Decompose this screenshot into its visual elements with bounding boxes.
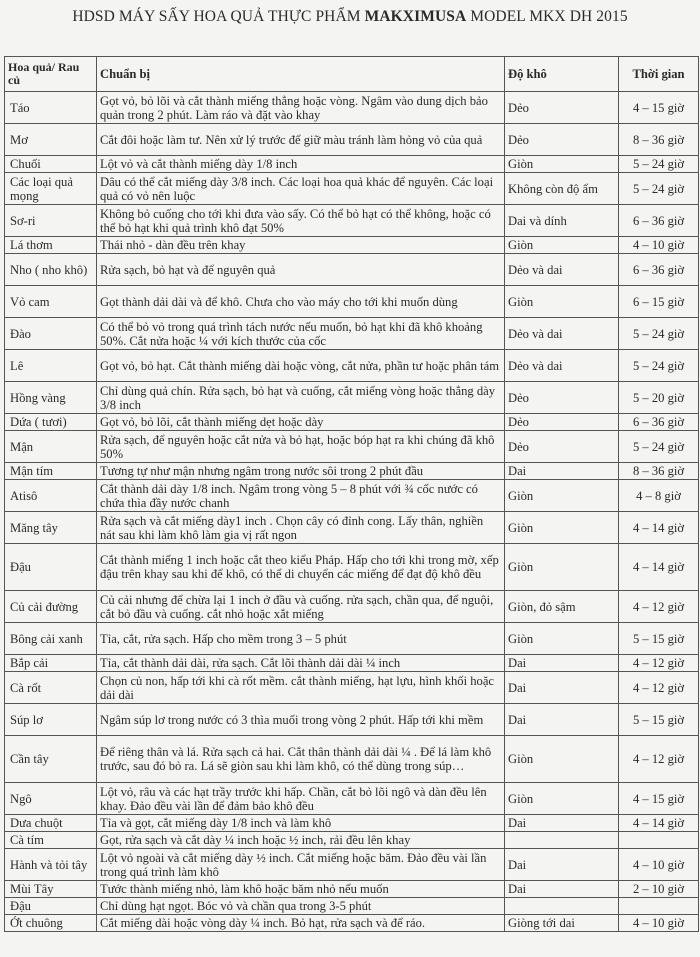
- cell-prep: Gọt thành dải dài và để khô. Chưa cho vào máy cho tới khi muốn dùng: [97, 286, 505, 318]
- cell-time: 6 – 36 giờ: [619, 414, 699, 431]
- cell-prep: Chỉ dùng quả chín. Rửa sạch, bỏ hạt và cuống, cắt miếng vòng hoặc thẳng dày 3/8 inch: [97, 382, 505, 414]
- cell-name: Lá thơm: [5, 237, 97, 254]
- cell-name: Măng tây: [5, 512, 97, 544]
- cell-name: Cà tím: [5, 832, 97, 849]
- table-row: [5, 318, 699, 350]
- cell-prep: Thái nhỏ - dàn đều trên khay: [97, 237, 505, 254]
- title-suffix: MODEL MKX DH 2015: [466, 8, 628, 25]
- cell-name: Táo: [5, 92, 97, 124]
- table-row: [5, 672, 699, 704]
- cell-name: Các loại quả mọng: [5, 173, 97, 205]
- cell-time: 5 – 24 giờ: [619, 431, 699, 463]
- cell-prep: Lột vỏ ngoài và cắt miếng dày ½ inch. Cắt miếng hoặc băm. Đảo đều vài lần trong quá trình làm khô: [97, 849, 505, 881]
- cell-name: Súp lơ: [5, 704, 97, 736]
- cell-name: Đào: [5, 318, 97, 350]
- table-row: [5, 286, 699, 318]
- title-brand: MAKXIMUSA: [364, 8, 467, 25]
- cell-name: Đậu: [5, 898, 97, 915]
- cell-dryness: Không còn độ ẩm: [505, 173, 619, 205]
- cell-prep: Cắt miếng dài hoặc vòng dày ¼ inch. Bỏ hạt, rửa sạch và để ráo.: [97, 915, 505, 932]
- cell-time: 6 – 36 giờ: [619, 205, 699, 237]
- cell-dryness: Dai: [505, 672, 619, 704]
- cell-name: Đậu: [5, 544, 97, 591]
- cell-dryness: Dai và dính: [505, 205, 619, 237]
- cell-prep: Cắt thành miếng 1 inch hoặc cắt theo kiểu Pháp. Hấp cho tới khi trong mờ, xếp đậu trên khay sau khi để khô, có thể di chuyển các miếng để đạt độ khô đều: [97, 544, 505, 591]
- cell-dryness: Giòn: [505, 736, 619, 783]
- table-row: [5, 849, 699, 881]
- cell-name: Mận tím: [5, 463, 97, 480]
- cell-name: Sơ-ri: [5, 205, 97, 237]
- cell-time: 5 – 24 giờ: [619, 156, 699, 173]
- cell-dryness: Dẻo: [505, 124, 619, 156]
- table-row: [5, 915, 699, 932]
- cell-dryness: Dẻo: [505, 382, 619, 414]
- cell-dryness: Giòn: [505, 783, 619, 815]
- cell-prep: Tước thành miếng nhỏ, làm khô hoặc băm nhỏ nếu muốn: [97, 881, 505, 898]
- cell-name: Cần tây: [5, 736, 97, 783]
- cell-name: Vỏ cam: [5, 286, 97, 318]
- table-row: [5, 544, 699, 591]
- cell-time: [619, 898, 699, 915]
- header-name: Hoa quả/ Rau củ: [5, 57, 97, 92]
- cell-time: [619, 832, 699, 849]
- cell-name: Mùi Tây: [5, 881, 97, 898]
- cell-dryness: Dai: [505, 815, 619, 832]
- cell-prep: Rửa sạch, để nguyên hoặc cắt nửa và bỏ hạt, hoặc bóp hạt ra khi chúng đã khô 50%: [97, 431, 505, 463]
- cell-dryness: Dai: [505, 881, 619, 898]
- header-dryness: Độ khô: [505, 57, 619, 92]
- header-row: [5, 57, 699, 92]
- cell-time: 5 – 15 giờ: [619, 623, 699, 655]
- cell-prep: Ngâm súp lơ trong nước có 3 thìa muối trong vòng 2 phút. Hấp tới khi mềm: [97, 704, 505, 736]
- cell-name: Lê: [5, 350, 97, 382]
- cell-prep: Có thể bỏ vỏ trong quá trình tách nước nếu muốn, bỏ hạt khi đã khô khoảng 50%. Cắt nửa hoặc ¼ với kích thước của cốc: [97, 318, 505, 350]
- cell-time: 4 – 10 giờ: [619, 237, 699, 254]
- cell-prep: Để riêng thân và lá. Rửa sạch cả hai. Cắt thân thành dải dài ¼ . Để lá làm khô trước, sau đó bỏ ra. Lá sẽ giòn sau khi làm khô, có thể dùng trong súp…: [97, 736, 505, 783]
- cell-name: Ngô: [5, 783, 97, 815]
- table-row: [5, 898, 699, 915]
- table-row: [5, 512, 699, 544]
- cell-time: 6 – 36 giờ: [619, 254, 699, 286]
- page-title: [0, 8, 700, 26]
- table-row: [5, 623, 699, 655]
- table-row: [5, 350, 699, 382]
- cell-dryness: Dai: [505, 655, 619, 672]
- cell-time: 4 – 10 giờ: [619, 849, 699, 881]
- table-row: [5, 463, 699, 480]
- header-prep: Chuẩn bị: [97, 57, 505, 92]
- cell-prep: Cắt thành dải dày 1/8 inch. Ngâm trong vòng 5 – 8 phút với ¾ cốc nước có chứa thìa đầy nước chanh: [97, 480, 505, 512]
- cell-time: 4 – 14 giờ: [619, 512, 699, 544]
- cell-prep: Tỉa, cắt, rửa sạch. Hấp cho mềm trong 3 – 5 phút: [97, 623, 505, 655]
- cell-prep: Gọt, rửa sạch và cắt dày ¼ inch hoặc ½ inch, rải đều lên khay: [97, 832, 505, 849]
- table-row: [5, 92, 699, 124]
- cell-dryness: Dẻo: [505, 414, 619, 431]
- cell-time: 6 – 15 giờ: [619, 286, 699, 318]
- cell-time: 8 – 36 giờ: [619, 124, 699, 156]
- cell-time: 5 – 24 giờ: [619, 173, 699, 205]
- table-row: [5, 173, 699, 205]
- cell-dryness: Dai: [505, 463, 619, 480]
- cell-time: 5 – 15 giờ: [619, 704, 699, 736]
- cell-dryness: Giòng tới dai: [505, 915, 619, 932]
- table-row: [5, 783, 699, 815]
- cell-prep: Không bỏ cuống cho tới khi đưa vào sấy. Có thể bỏ hạt có thể không, hoặc có thể bỏ hạt khi quả trình khô đạt 50%: [97, 205, 505, 237]
- cell-dryness: Giòn, đỏ sậm: [505, 591, 619, 623]
- cell-name: Atisô: [5, 480, 97, 512]
- cell-dryness: Dẻo: [505, 92, 619, 124]
- cell-time: 4 – 12 giờ: [619, 736, 699, 783]
- cell-name: Ớt chuông: [5, 915, 97, 932]
- cell-name: Củ cải đường: [5, 591, 97, 623]
- cell-time: 4 – 14 giờ: [619, 544, 699, 591]
- table-row: [5, 382, 699, 414]
- cell-dryness: Dẻo và dai: [505, 318, 619, 350]
- cell-prep: Chỉ dùng hạt ngọt. Bóc vỏ và chần qua trong 3-5 phút: [97, 898, 505, 915]
- cell-prep: Lột vỏ, râu và các hạt trầy trước khi hấp. Chần, cắt bỏ lõi ngô và dàn đều lên khay. Đảo đều vài lần để đảm bảo khô đều: [97, 783, 505, 815]
- cell-name: Dứa ( tươi): [5, 414, 97, 431]
- table-row: [5, 881, 699, 898]
- cell-prep: Rửa sạch và cắt miếng dày1 inch . Chọn cây có đỉnh cong. Lấy thân, nghiền nát sau khi làm khô làm gia vị rất ngon: [97, 512, 505, 544]
- cell-dryness: [505, 898, 619, 915]
- cell-time: 4 – 15 giờ: [619, 92, 699, 124]
- cell-dryness: Dai: [505, 704, 619, 736]
- title-prefix: HDSD MÁY SẤY HOA QUẢ THỰC PHẨM: [72, 8, 365, 25]
- cell-time: 4 – 10 giờ: [619, 915, 699, 932]
- cell-time: 4 – 8 giờ: [619, 480, 699, 512]
- cell-name: Dưa chuột: [5, 815, 97, 832]
- cell-prep: Rửa sạch, bỏ hạt và để nguyên quả: [97, 254, 505, 286]
- cell-prep: Chọn củ non, hấp tới khi cà rốt mềm. cắt thành miếng, hạt lựu, hình khối hoặc dải dài: [97, 672, 505, 704]
- cell-prep: Gọt vỏ, bỏ lõi và cắt thành miếng thẳng hoặc vòng. Ngâm vào dung dịch bảo quản trong 2 phút. Làm ráo và đặt vào khay: [97, 92, 505, 124]
- table-row: [5, 124, 699, 156]
- cell-name: Mơ: [5, 124, 97, 156]
- cell-time: 4 – 12 giờ: [619, 655, 699, 672]
- cell-name: Bắp cải: [5, 655, 97, 672]
- cell-dryness: Giòn: [505, 544, 619, 591]
- cell-dryness: Giòn: [505, 623, 619, 655]
- cell-name: Chuối: [5, 156, 97, 173]
- cell-dryness: [505, 832, 619, 849]
- table-row: [5, 480, 699, 512]
- cell-time: 4 – 14 giờ: [619, 815, 699, 832]
- cell-prep: Củ cải nhưng để chừa lại 1 inch ở đầu và cuống. rửa sạch, chần qua, để nguội, cắt bỏ đầu và cuống. cắt nhỏ hoặc xắt miếng: [97, 591, 505, 623]
- table-row: [5, 205, 699, 237]
- header-time: Thời gian: [619, 57, 699, 92]
- table-row: [5, 736, 699, 783]
- table-row: [5, 156, 699, 173]
- cell-name: Mận: [5, 431, 97, 463]
- table-row: [5, 655, 699, 672]
- cell-prep: Cắt đôi hoặc làm tư. Nên xử lý trước để giữ màu tránh làm hỏng vỏ của quả: [97, 124, 505, 156]
- cell-time: 4 – 12 giờ: [619, 591, 699, 623]
- cell-name: Bông cải xanh: [5, 623, 97, 655]
- cell-time: 8 – 36 giờ: [619, 463, 699, 480]
- table-row: [5, 815, 699, 832]
- cell-time: 5 – 24 giờ: [619, 350, 699, 382]
- table-row: [5, 254, 699, 286]
- table-row: [5, 832, 699, 849]
- cell-dryness: Giòn: [505, 156, 619, 173]
- table-body: [5, 92, 699, 932]
- cell-time: 4 – 15 giờ: [619, 783, 699, 815]
- cell-dryness: Dai: [505, 849, 619, 881]
- cell-prep: Tương tự như mận nhưng ngâm trong nước sôi trong 2 phút đầu: [97, 463, 505, 480]
- cell-prep: Gọt vỏ, bỏ hạt. Cắt thành miếng dài hoặc vòng, cắt nửa, phần tư hoặc phân tám: [97, 350, 505, 382]
- cell-prep: Tỉa và gọt, cắt miếng dày 1/8 inch và làm khô: [97, 815, 505, 832]
- cell-prep: Lột vỏ và cắt thành miếng dày 1/8 inch: [97, 156, 505, 173]
- table-row: [5, 237, 699, 254]
- table-row: [5, 431, 699, 463]
- cell-time: 5 – 24 giờ: [619, 318, 699, 350]
- cell-dryness: Dẻo và dai: [505, 350, 619, 382]
- cell-time: 5 – 20 giờ: [619, 382, 699, 414]
- table-row: [5, 704, 699, 736]
- cell-dryness: Giòn: [505, 480, 619, 512]
- cell-time: 4 – 12 giờ: [619, 672, 699, 704]
- table-row: [5, 591, 699, 623]
- cell-dryness: Dẻo và dai: [505, 254, 619, 286]
- cell-time: 2 – 10 giờ: [619, 881, 699, 898]
- cell-dryness: Dẻo: [505, 431, 619, 463]
- cell-name: Hồng vàng: [5, 382, 97, 414]
- cell-dryness: Giòn: [505, 237, 619, 254]
- drying-guide-table: [4, 56, 699, 932]
- cell-dryness: Giòn: [505, 286, 619, 318]
- cell-name: Nho ( nho khô): [5, 254, 97, 286]
- table-row: [5, 414, 699, 431]
- cell-dryness: Giòn: [505, 512, 619, 544]
- cell-name: Hành và tỏi tây: [5, 849, 97, 881]
- cell-prep: Dâu có thể cắt miếng dày 3/8 inch. Các loại hoa quả khác để nguyên. Các loại quả có vỏ nên luộc: [97, 173, 505, 205]
- cell-prep: Gọt vỏ, bỏ lõi, cắt thành miếng dẹt hoặc dày: [97, 414, 505, 431]
- cell-prep: Tỉa, cắt thành dải dài, rửa sạch. Cắt lõi thành dải dài ¼ inch: [97, 655, 505, 672]
- cell-name: Cà rốt: [5, 672, 97, 704]
